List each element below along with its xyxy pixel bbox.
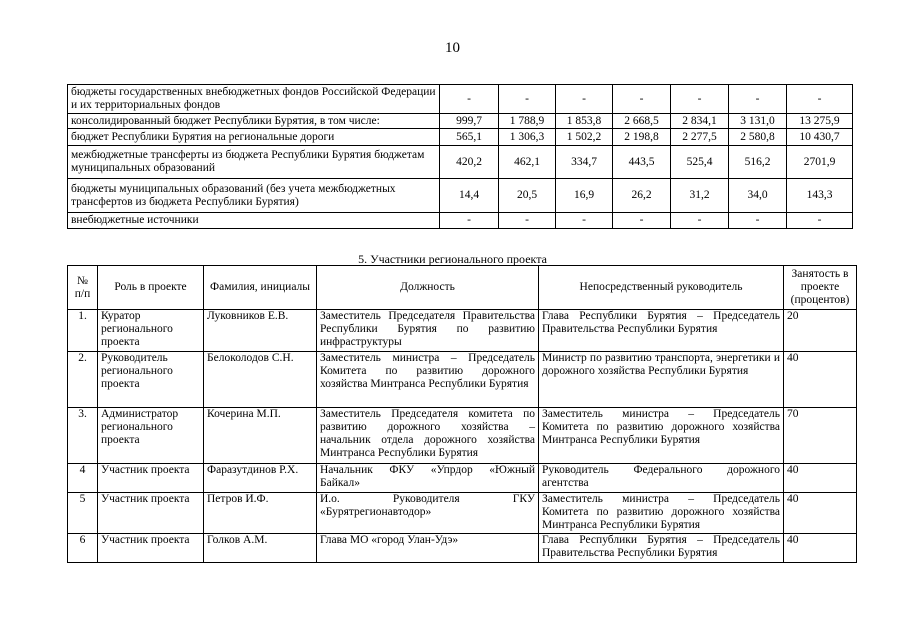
row-value: 462,1 (499, 146, 556, 179)
row-value: - (787, 85, 853, 114)
row-workload: 20 (784, 310, 857, 352)
financing-table (67, 84, 853, 229)
header-workload: Занятость в проекте (процентов) (784, 266, 857, 310)
row-supervisor: Руководитель Федерального дорожного агентства (539, 464, 784, 493)
table-row (68, 213, 853, 229)
participants-rows (68, 310, 857, 563)
table-row (68, 129, 853, 146)
header-position: Должность (317, 266, 539, 310)
table-header-row (68, 266, 857, 310)
row-role: Участник проекта (98, 493, 204, 534)
row-position: Заместитель Председателя комитета по развитию дорожного хозяйства – начальник отдела дорожного хозяйства Минтранса Республики Бурятия (317, 408, 539, 464)
row-value: - (729, 85, 787, 114)
row-value: 1 306,3 (499, 129, 556, 146)
row-value: 2 198,8 (613, 129, 671, 146)
row-value: 34,0 (729, 179, 787, 213)
row-value: - (499, 213, 556, 229)
row-position: Заместитель Председателя Правительства Республики Бурятия по развитию инфраструктуры (317, 310, 539, 352)
header-num: № п/п (68, 266, 98, 310)
row-value: - (729, 213, 787, 229)
table-row (68, 310, 857, 352)
table-row (68, 493, 857, 534)
table-row (68, 464, 857, 493)
row-role: Куратор регионального проекта (98, 310, 204, 352)
row-num: 2. (68, 352, 98, 408)
row-role: Администратор регионального проекта (98, 408, 204, 464)
row-value: 516,2 (729, 146, 787, 179)
row-value: 31,2 (671, 179, 729, 213)
header-supervisor: Непосредственный руководитель (539, 266, 784, 310)
row-label: межбюджетные трансферты из бюджета Республики Бурятия бюджетам муниципальных образований (68, 146, 440, 179)
row-label: консолидированный бюджет Республики Бурятия, в том числе: (68, 114, 440, 129)
row-value: - (556, 213, 613, 229)
row-value: - (671, 85, 729, 114)
row-value: - (613, 85, 671, 114)
row-name: Петров И.Ф. (204, 493, 317, 534)
row-workload: 40 (784, 493, 857, 534)
row-role: Участник проекта (98, 534, 204, 563)
header-name: Фамилия, инициалы (204, 266, 317, 310)
row-num: 1. (68, 310, 98, 352)
row-supervisor: Заместитель министра – Председатель Комитета по развитию дорожного хозяйства Минтранса Республики Бурятия (539, 408, 784, 464)
row-value: 10 430,7 (787, 129, 853, 146)
row-name: Кочерина М.П. (204, 408, 317, 464)
row-value: 3 131,0 (729, 114, 787, 129)
row-value: - (613, 213, 671, 229)
row-position: Начальник ФКУ «Упрдор «Южный Байкал» (317, 464, 539, 493)
row-name: Луковников Е.В. (204, 310, 317, 352)
row-num: 6 (68, 534, 98, 563)
row-value: 2 277,5 (671, 129, 729, 146)
row-value: 443,5 (613, 146, 671, 179)
row-value: 2 834,1 (671, 114, 729, 129)
row-num: 5 (68, 493, 98, 534)
row-role: Участник проекта (98, 464, 204, 493)
row-workload: 70 (784, 408, 857, 464)
table-row (68, 85, 853, 114)
row-supervisor: Глава Республики Бурятия – Председатель Правительства Республики Бурятия (539, 310, 784, 352)
row-value: 1 502,2 (556, 129, 613, 146)
row-value: 16,9 (556, 179, 613, 213)
row-value: 420,2 (440, 146, 499, 179)
participants-table (67, 265, 857, 563)
row-workload: 40 (784, 352, 857, 408)
row-num: 3. (68, 408, 98, 464)
header-role: Роль в проекте (98, 266, 204, 310)
row-value: 20,5 (499, 179, 556, 213)
row-label: внебюджетные источники (68, 213, 440, 229)
table-row (68, 179, 853, 213)
row-value: 1 788,9 (499, 114, 556, 129)
row-label: бюджеты муниципальных образований (без учета межбюджетных трансфертов из бюджета Республики Бурятия) (68, 179, 440, 213)
financing-rows (68, 85, 853, 229)
row-value: - (671, 213, 729, 229)
section-title: 5. Участники регионального проекта (358, 252, 547, 266)
row-num: 4 (68, 464, 98, 493)
row-value: 1 853,8 (556, 114, 613, 129)
table-row (68, 534, 857, 563)
row-position: Заместитель министра – Председатель Комитета по развитию дорожного хозяйства Минтранса Республики Бурятия (317, 352, 539, 408)
row-value: 2 668,5 (613, 114, 671, 129)
table-row (68, 408, 857, 464)
row-value: - (499, 85, 556, 114)
row-value: 143,3 (787, 179, 853, 213)
row-value: 13 275,9 (787, 114, 853, 129)
row-supervisor: Заместитель министра – Председатель Комитета по развитию дорожного хозяйства Минтранса Республики Бурятия (539, 493, 784, 534)
row-supervisor: Министр по развитию транспорта, энергетики и дорожного хозяйства Республики Бурятия (539, 352, 784, 408)
row-role: Руководитель регионального проекта (98, 352, 204, 408)
row-position: Глава МО «город Улан-Удэ» (317, 534, 539, 563)
row-value: - (787, 213, 853, 229)
page-number: 10 (445, 40, 460, 56)
table-row (68, 146, 853, 179)
row-value: 334,7 (556, 146, 613, 179)
row-label: бюджеты государственных внебюджетных фондов Российской Федерации и их территориальных фондов (68, 85, 440, 114)
row-value: 565,1 (440, 129, 499, 146)
row-value: - (556, 85, 613, 114)
row-supervisor: Глава Республики Бурятия – Председатель Правительства Республики Бурятия (539, 534, 784, 563)
row-name: Фаразутдинов Р.Х. (204, 464, 317, 493)
row-value: - (440, 85, 499, 114)
row-value: - (440, 213, 499, 229)
row-value: 525,4 (671, 146, 729, 179)
row-value: 999,7 (440, 114, 499, 129)
row-workload: 40 (784, 534, 857, 563)
row-name: Голков А.М. (204, 534, 317, 563)
row-name: Белоколодов С.Н. (204, 352, 317, 408)
row-value: 14,4 (440, 179, 499, 213)
row-workload: 40 (784, 464, 857, 493)
row-position: И.о. Руководителя ГКУ «Бурятрегионавтодор» (317, 493, 539, 534)
table-row (68, 114, 853, 129)
row-value: 2701,9 (787, 146, 853, 179)
row-label: бюджет Республики Бурятия на региональные дороги (68, 129, 440, 146)
row-value: 26,2 (613, 179, 671, 213)
row-value: 2 580,8 (729, 129, 787, 146)
table-row (68, 352, 857, 408)
